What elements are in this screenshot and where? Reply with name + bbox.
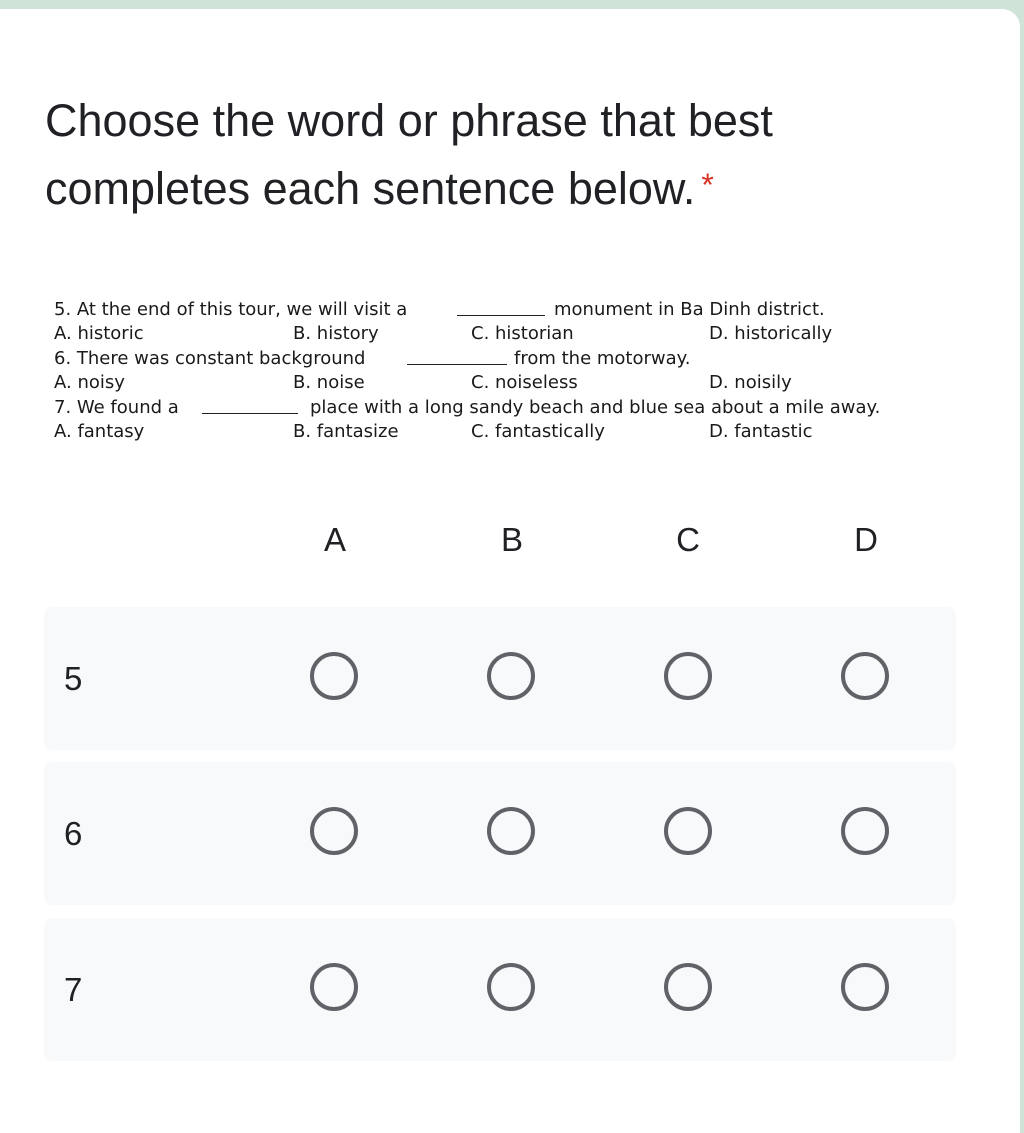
grid-row-7: [44, 918, 956, 1061]
radio-7-d[interactable]: [841, 963, 889, 1011]
q6-options: A. noisy B. noise C. noiseless D. noisily: [54, 372, 792, 394]
q7-stem: 7. We found a place with a long sandy beach and blue sea about a mile away.: [54, 396, 881, 418]
q5-options: A. historic B. history C. historian D. historically: [54, 323, 833, 345]
q7-options: A. fantasy B. fantasize C. fantastically D. fantastic: [54, 420, 813, 442]
q5-stem: 5. At the end of this tour, we will visit a monument in Ba Dinh district.: [54, 299, 825, 320]
radio-5-d[interactable]: [841, 652, 889, 700]
row-label: 5: [64, 659, 83, 697]
radio-7-c[interactable]: [664, 963, 712, 1011]
column-header-d: D: [854, 521, 878, 558]
blank-line: [457, 299, 545, 316]
exercise-image: [54, 299, 974, 445]
radio-7-b[interactable]: [487, 963, 535, 1011]
question-card: [0, 9, 1020, 1133]
radio-5-b[interactable]: [487, 652, 535, 700]
radio-6-c[interactable]: [664, 807, 712, 855]
grid-row-5: [44, 607, 956, 750]
radio-6-b[interactable]: [487, 807, 535, 855]
radio-5-a[interactable]: [310, 652, 358, 700]
row-label: 6: [64, 814, 83, 852]
radio-6-d[interactable]: [841, 807, 889, 855]
radio-5-c[interactable]: [664, 652, 712, 700]
blank-line: [202, 397, 298, 414]
column-header-c: C: [676, 521, 700, 558]
radio-7-a[interactable]: [310, 963, 358, 1011]
row-label: 7: [64, 970, 83, 1008]
column-header-a: A: [323, 521, 346, 558]
question-title: Choose the word or phrase that best completes each sentence below. *: [45, 95, 773, 214]
radio-6-a[interactable]: [310, 807, 358, 855]
column-header-b: B: [500, 521, 523, 558]
required-asterisk: *: [701, 167, 714, 203]
grid-row-6: [44, 762, 956, 905]
blank-line: [407, 348, 507, 365]
q6-stem: 6. There was constant background from the motorway.: [54, 347, 691, 369]
